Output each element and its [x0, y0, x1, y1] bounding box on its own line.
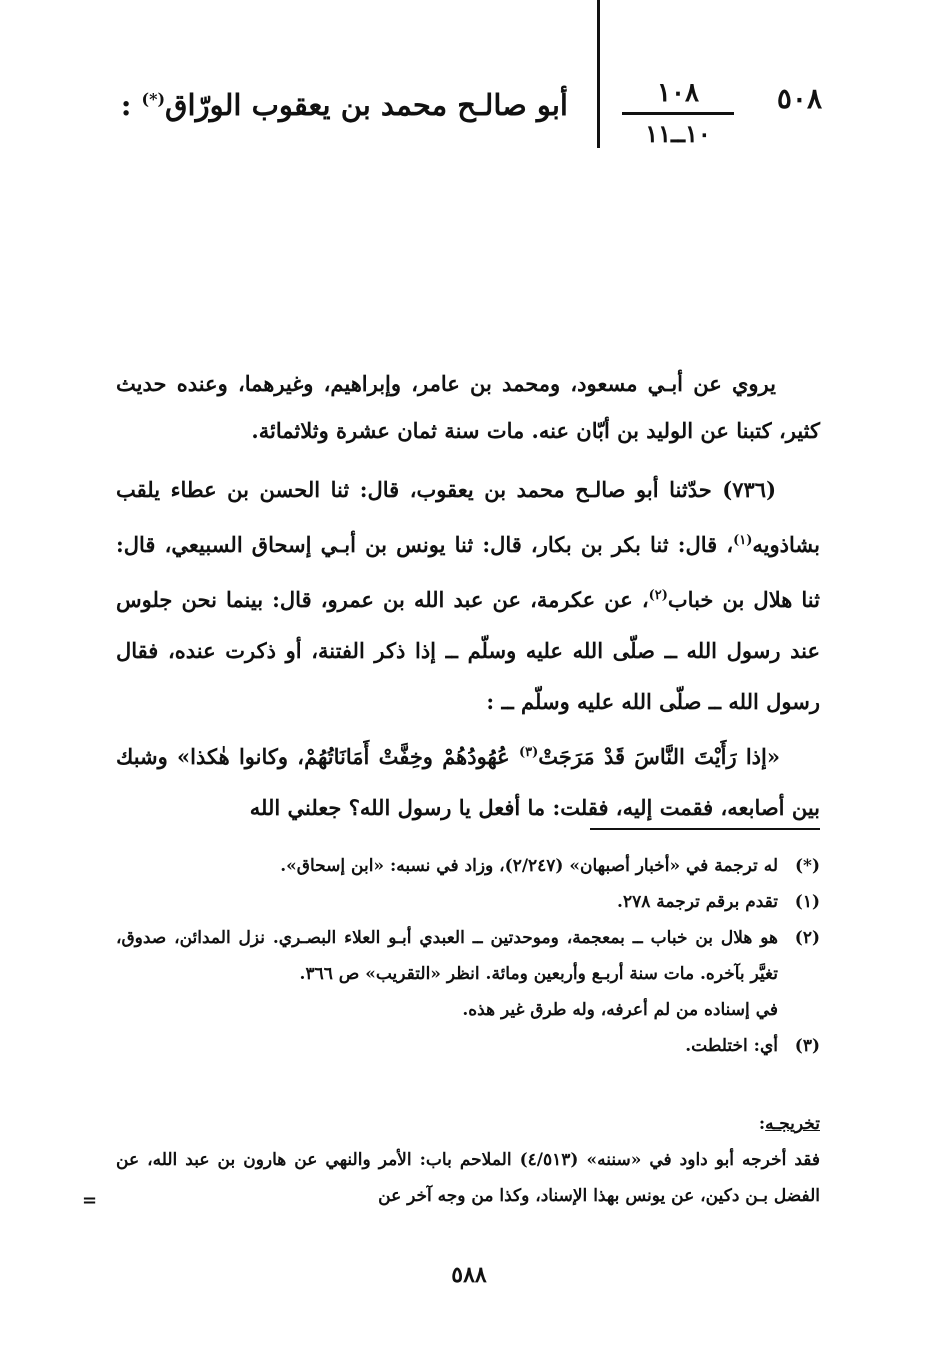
biography-paragraph: يروي عن أبـي مسعود، ومحمد بن عامر، وإبراهيم، وغيرهما، وعنده حديث كثير، كتبنا عن الوليد بن أبّان عنه. مات سنة ثمان عشرة وثلاثمائة.: [116, 371, 820, 443]
entry-title: [120, 88, 568, 122]
volume-page-reference: [622, 76, 734, 149]
fraction-numerator: ١٠٨: [657, 78, 699, 108]
footnote-continuation: في إسناده من لم أعرفه، وله طرق غير هذه.: [462, 1000, 778, 1020]
hadith-text-1: (٧٣٦) حدّثنا أبو صالـح محمد بن يعقوب، قال: ثنا الحسن بن عطاء يلقب بشاذويه: [116, 477, 820, 557]
footnote-text: أي: اختلطت.: [685, 1036, 778, 1056]
takhrij-text: فقد أخرجه أبو داود في «سننه» (٤/٥١٣) الملاحم باب: الأمر والنهي عن هارون بن عبد الله، عن الفضل بـن دكين، عن يونس بهذا الإسناد، وكذا من وجه آخر عن: [116, 1150, 820, 1206]
hadith-text-3: ، عن عكرمة، عن عبد الله بن عمرو، قال: بينما نحن جلوس عند رسول الله ــ صلّى الله عليه وسلّم ــ إذا ذكر الفتنة، أو ذكرت عنده، فقال رسول الله ــ صلّى الله عليه وسلّم ــ :: [116, 587, 820, 714]
footnote-item: [116, 920, 820, 992]
takhrij-title-colon: :: [758, 1114, 766, 1134]
footnote-mark: (*): [795, 856, 820, 876]
entry-number: ٥٠٨: [776, 82, 822, 115]
entry-title-colon: :: [120, 88, 142, 122]
hadith-paragraph: [116, 464, 820, 727]
takhrij-section: [116, 1106, 820, 1214]
footnote-item: [116, 1028, 820, 1064]
footnote-ref-3: (٣): [518, 745, 539, 760]
footnote-text: هو هلال بن خباب ــ بمعجمة، وموحدتين ــ العبدي أبـو العلاء البصـري. نزل المدائن، صدوق، تغيَّر بآخره. مات سنة أربـع وأربعين ومائة. انظر «التقريب» ص ٣٦٦.: [116, 928, 778, 984]
quote-text-1: «إذا رَأَيْتَ النَّاسَ قَدْ مَرَجَتْ: [538, 744, 780, 769]
fraction-denominator: ١٠ــ١١: [645, 119, 711, 148]
continuation-mark: =: [82, 1190, 98, 1211]
footnote-item: [116, 848, 820, 884]
header-divider: [597, 0, 600, 148]
page-number: ٥٨٨: [451, 1262, 487, 1288]
footnote-text: له ترجمة في «أخبار أصبهان» (٢/٢٤٧)، وزاد في نسبه: «ابن إسحاق».: [280, 856, 778, 876]
footnote-mark: (١): [794, 892, 820, 912]
footnote-text: تقدم برقم ترجمة ٢٧٨.: [617, 892, 778, 912]
hadith-text-2: ، قال: ثنا بكر بن بكار، قال: ثنا يونس بن أبـي إسحاق السبيعي، قال: ثنا هلال بن خباب: [116, 532, 820, 612]
footnote-mark: (٢): [794, 928, 820, 948]
main-text: [116, 360, 820, 833]
takhrij-heading: [116, 1106, 820, 1142]
entry-title-text: أبو صالـح محمد بن يعقوب الورّاق: [165, 88, 568, 122]
entry-title-marker: (*): [141, 89, 166, 109]
footnote-ref-2: (٢): [648, 588, 668, 603]
footnote-separator: [590, 828, 820, 830]
takhrij-title: تخريجـه: [765, 1114, 820, 1134]
fraction-bar: [622, 112, 734, 115]
quote-text-2: عُهُودُهُمْ وخِفَّتْ أَمَانَاتُهُمْ، وكانوا هٰكذا» وشبك بين أصابعه، فقمت إليه، فقلت: ما أفعل يا رسول الله؟ جعلني الله: [116, 744, 820, 820]
footnote-mark: (٣): [794, 1036, 820, 1056]
prophetic-quote-paragraph: [116, 727, 820, 833]
footnote-item: [116, 884, 820, 920]
footnote-ref-1: (١): [733, 533, 753, 548]
footnotes: [116, 848, 820, 1064]
